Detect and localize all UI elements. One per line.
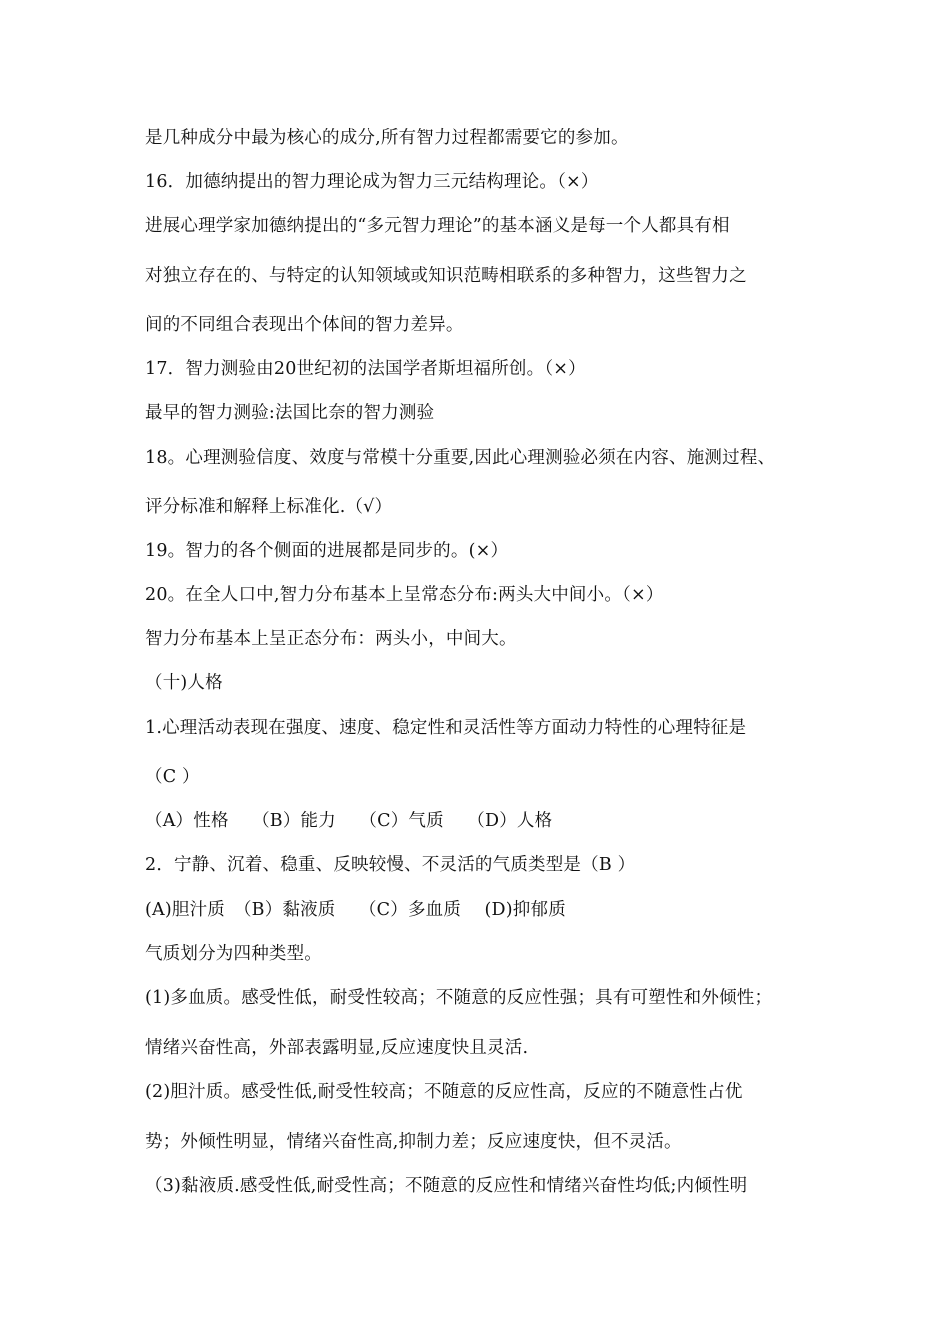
text-line: （C ） (145, 767, 200, 787)
text-line: 势；外倾性明显，情绪兴奋性高,抑制力差；反应速度快，但不灵活。 (145, 1132, 682, 1152)
text-line: (A)胆汁质 （B）黏液质 （C）多血质 (D)抑郁质 (145, 900, 566, 920)
text-line: 情绪兴奋性高，外部表露明显,反应速度快且灵活. (145, 1038, 529, 1058)
section-heading: （十)人格 (145, 673, 223, 693)
text-line: (1)多血质。感受性低，耐受性较高；不随意的反应性强；具有可塑性和外倾性； (145, 988, 773, 1008)
text-line: 对独立存在的、与特定的认知领域或知识范畴相联系的多种智力，这些智力之 (145, 266, 747, 286)
text-line: 气质划分为四种类型。 (145, 944, 322, 964)
text-line: 智力分布基本上呈正态分布：两头小，中间大。 (145, 629, 517, 649)
text-line: 17．智力测验由20世纪初的法国学者斯坦福所创。（×） (145, 359, 586, 379)
text-line: 2．宁静、沉着、稳重、反映较慢、不灵活的气质类型是（B ） (145, 855, 636, 875)
text-line: 进展心理学家加德纳提出的“多元智力理论”的基本涵义是每一个人都具有相 (145, 216, 730, 236)
text-line: 评分标准和解释上标准化.（√） (145, 497, 393, 517)
text-line: 16．加德纳提出的智力理论成为智力三元结构理论。（×） (145, 172, 599, 192)
text-line: 是几种成分中最为核心的成分,所有智力过程都需要它的参加。 (145, 128, 629, 148)
text-line: （A）性格 （B）能力 （C）气质 （D）人格 (145, 811, 553, 831)
text-line: 18。心理测验信度、效度与常模十分重要,因此心理测验必须在内容、施测过程、 (145, 448, 776, 468)
text-line: 间的不同组合表现出个体间的智力差异。 (145, 315, 464, 335)
text-line: 最早的智力测验:法国比奈的智力测验 (145, 403, 435, 423)
text-line: 19。智力的各个侧面的进展都是同步的。(×） (145, 541, 509, 561)
text-line: （3)黏液质.感受性低,耐受性高；不随意的反应性和情绪兴奋性均低;内倾性明 (145, 1176, 748, 1196)
text-line: 20。在全人口中,智力分布基本上呈常态分布:两头大中间小。（×） (145, 585, 664, 605)
text-line: (2)胆汁质。感受性低,耐受性较高；不随意的反应性高，反应的不随意性占优 (145, 1082, 743, 1102)
text-line: 1.心理活动表现在强度、速度、稳定性和灵活性等方面动力特性的心理特征是 (145, 718, 747, 738)
